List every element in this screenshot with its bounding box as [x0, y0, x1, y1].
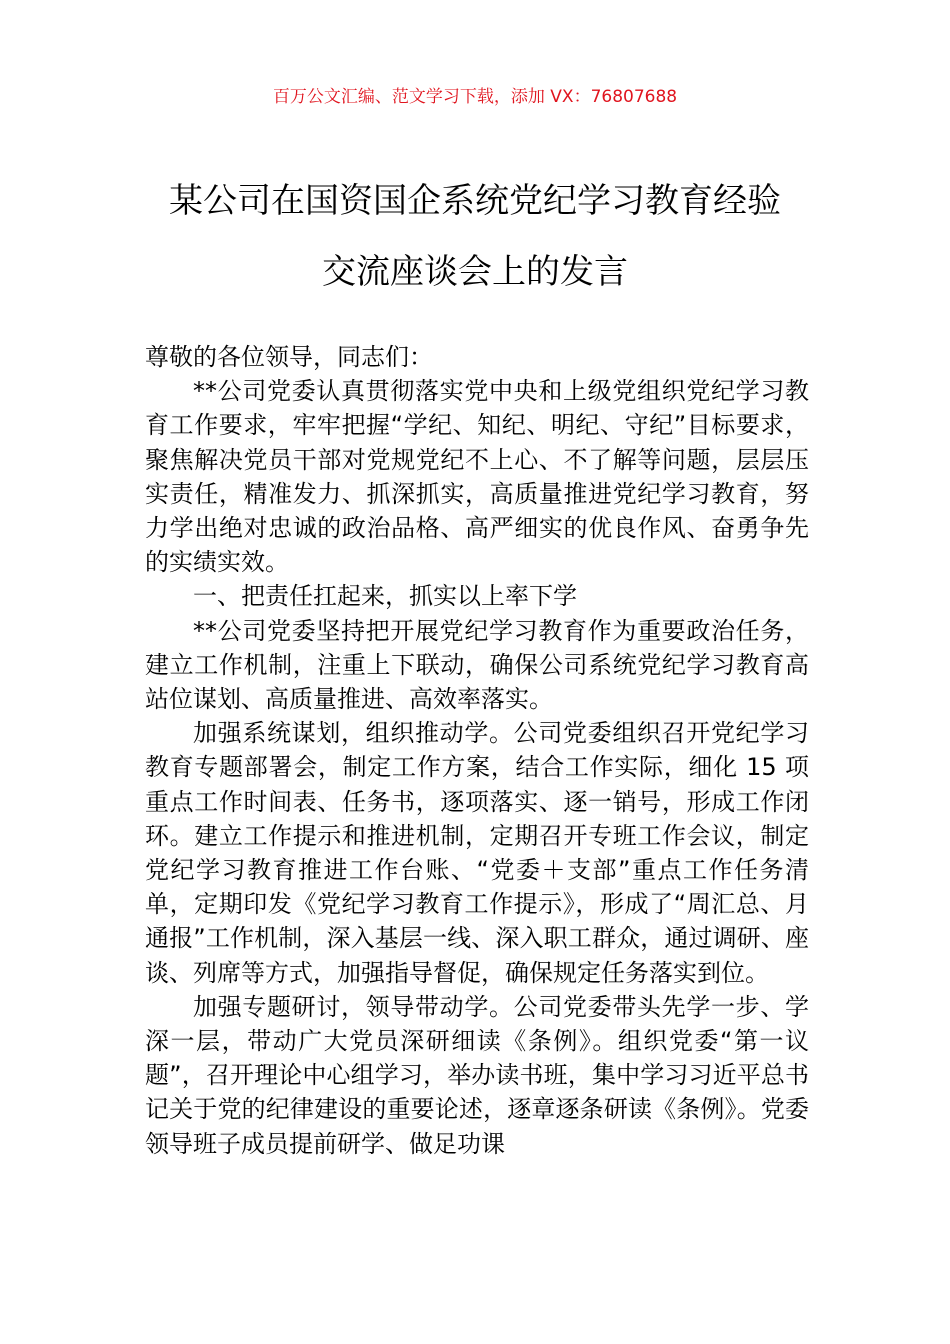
header-note: 百万公文汇编、范文学习下载，添加 VX：76807688: [272, 87, 678, 107]
body-paragraph: **公司党委认真贯彻落实党中央和上级党组织党纪学习教育工作要求，牢牢把握“学纪、知纪、明纪、守纪”目标要求，聚焦解决党员干部对党规党纪不上心、不了解等问题，层层压实责任，精准发力、抓深抓实，高质量推进党纪学习教育，努力学出绝对忠诚的政治品格、高严细实的优良作风、奋勇争先的实绩实效。: [145, 377, 809, 577]
document-title-line-2: 交流座谈会上的发言: [322, 252, 628, 292]
document-body: [145, 340, 809, 1161]
document-title-line-1: 某公司在国资国企系统党纪学习教育经验: [169, 181, 781, 221]
body-paragraph: 加强系统谋划，组织推动学。公司党委组织召开党纪学习教育专题部署会，制定工作方案，结合工作实际，细化 15 项重点工作时间表、任务书，逐项落实、逐一销号，形成工作闭环。建立工作提示和推进机制，定期召开专班工作会议，制定党纪学习教育推进工作台账、“党委＋支部”重点工作任务清单，定期印发《党纪学习教育工作提示》，形成了“周汇总、月通报”工作机制，深入基层一线、深入职工群众，通过调研、座谈、列席等方式，加强指导督促，确保规定任务落实到位。: [145, 719, 809, 987]
body-paragraph: 加强专题研讨，领导带动学。公司党委带头先学一步、学深一层，带动广大党员深研细读《条例》。组织党委“第一议题”，召开理论中心组学习，举办读书班，集中学习习近平总书记关于党的纪律建设的重要论述，逐章逐条研读《条例》。党委领导班子成员提前研学、做足功课: [145, 992, 809, 1158]
section-heading: 一、把责任扛起来，抓实以上率下学: [193, 582, 577, 611]
salutation: 尊敬的各位领导，同志们：: [145, 343, 433, 371]
body-paragraph: **公司党委坚持把开展党纪学习教育作为重要政治任务，建立工作机制，注重上下联动，确保公司系统党纪学习教育高站位谋划、高质量推进、高效率落实。: [145, 616, 809, 714]
